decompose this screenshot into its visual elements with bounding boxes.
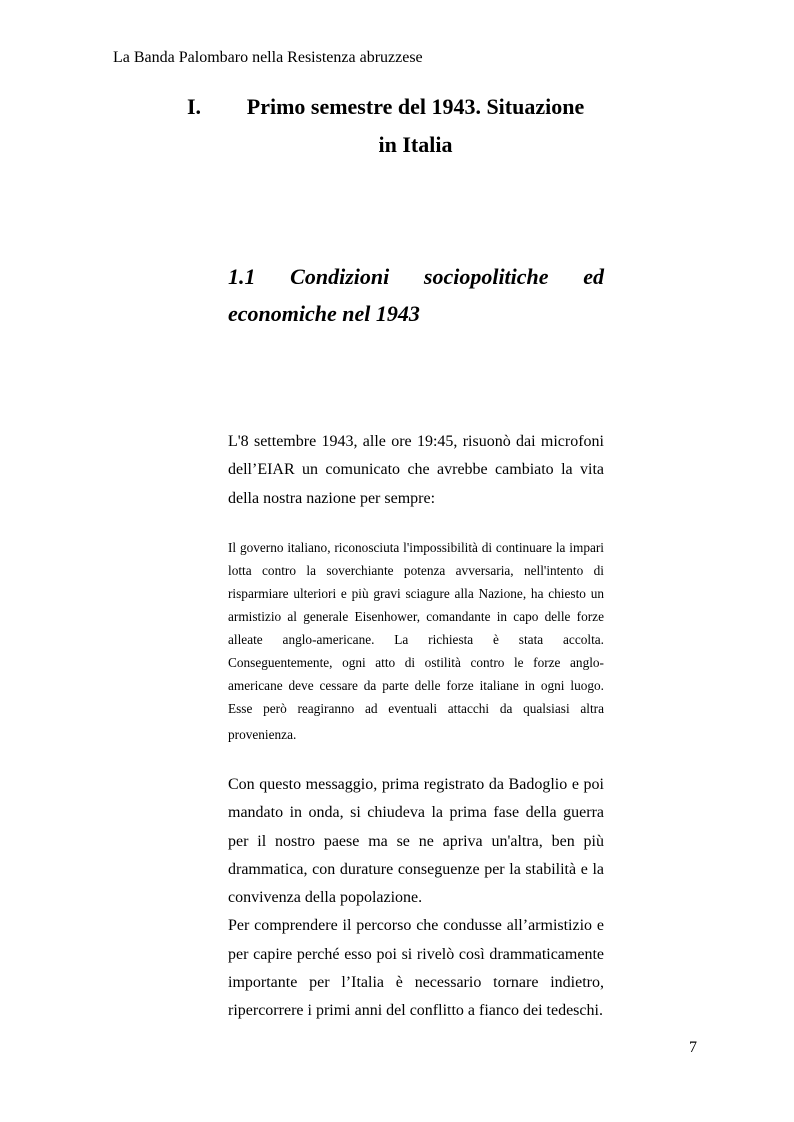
block-quote (228, 536, 604, 746)
quote-line: americane deve cessare da parte delle forze italiane in ogni luogo. (228, 677, 604, 693)
chapter-title-line: Primo semestre del 1943. Situazione (246, 94, 585, 119)
paragraph (228, 771, 604, 912)
text-line: della nostra nazione per sempre: (228, 489, 436, 507)
text-line: mandato in onda, si chiudeva la prima fase della guerra (228, 804, 604, 822)
intro-paragraph (228, 428, 604, 514)
text-line: L'8 settembre 1943, alle ore 19:45, risuonò dai microfoni (228, 432, 604, 450)
quote-line: armistizio al generale Eisenhower, comandante in capo delle forze (228, 608, 604, 624)
quote-line: provenienza. (228, 726, 297, 742)
text-line: convivenza della popolazione. (228, 889, 423, 906)
paragraph (228, 912, 604, 1025)
text-line: per il nostro paese ma se ne apriva un'altra, ben più (228, 832, 604, 850)
section-heading-line: economiche nel 1943 (228, 300, 420, 326)
running-header: La Banda Palombaro nella Resistenza abruzzese (113, 49, 423, 66)
text-line: dell’EIAR un comunicato che avrebbe cambiato la vita (228, 461, 604, 479)
text-line: importante per l’Italia è necessario tornare indietro, (228, 973, 604, 991)
quote-line: lotta contro la soverchiante potenza avversaria, nell'intento di (228, 562, 604, 578)
quote-line: Il governo italiano, riconosciuta l'impossibilità di continuare la impari (228, 539, 604, 555)
text-line: per capire perché esso poi si rivelò così drammaticamente (228, 945, 604, 963)
quote-line: Esse però reagiranno ad eventuali attacchi da qualsiasi altra (228, 700, 604, 716)
quote-line: risparmiare ulteriori e più gravi sciagure alla Nazione, ha chiesto un (228, 585, 604, 601)
chapter-title-line: in Italia (378, 132, 453, 157)
quote-line: Conseguentemente, ogni atto di ostilità contro le forze anglo- (228, 654, 604, 670)
text-line: Con questo messaggio, prima registrato da Badoglio e poi (228, 776, 604, 793)
text-line: Per comprendere il percorso che condusse all’armistizio e (228, 917, 604, 935)
text-line: drammatica, con durature conseguenze per la stabilità e la (228, 860, 604, 878)
body-paragraphs (228, 771, 604, 1025)
section-heading-line: 1.1 Condizioni sociopolitiche ed (228, 263, 604, 289)
quote-line: alleate anglo-americane. La richiesta è stata accolta. (228, 631, 604, 647)
chapter-number: I. (187, 94, 202, 119)
text-line: ripercorrere i primi anni del conflitto a fianco dei tedeschi. (228, 1002, 603, 1019)
chapter-title (237, 88, 594, 164)
section-heading (228, 258, 604, 332)
page-number: 7 (689, 1039, 697, 1056)
